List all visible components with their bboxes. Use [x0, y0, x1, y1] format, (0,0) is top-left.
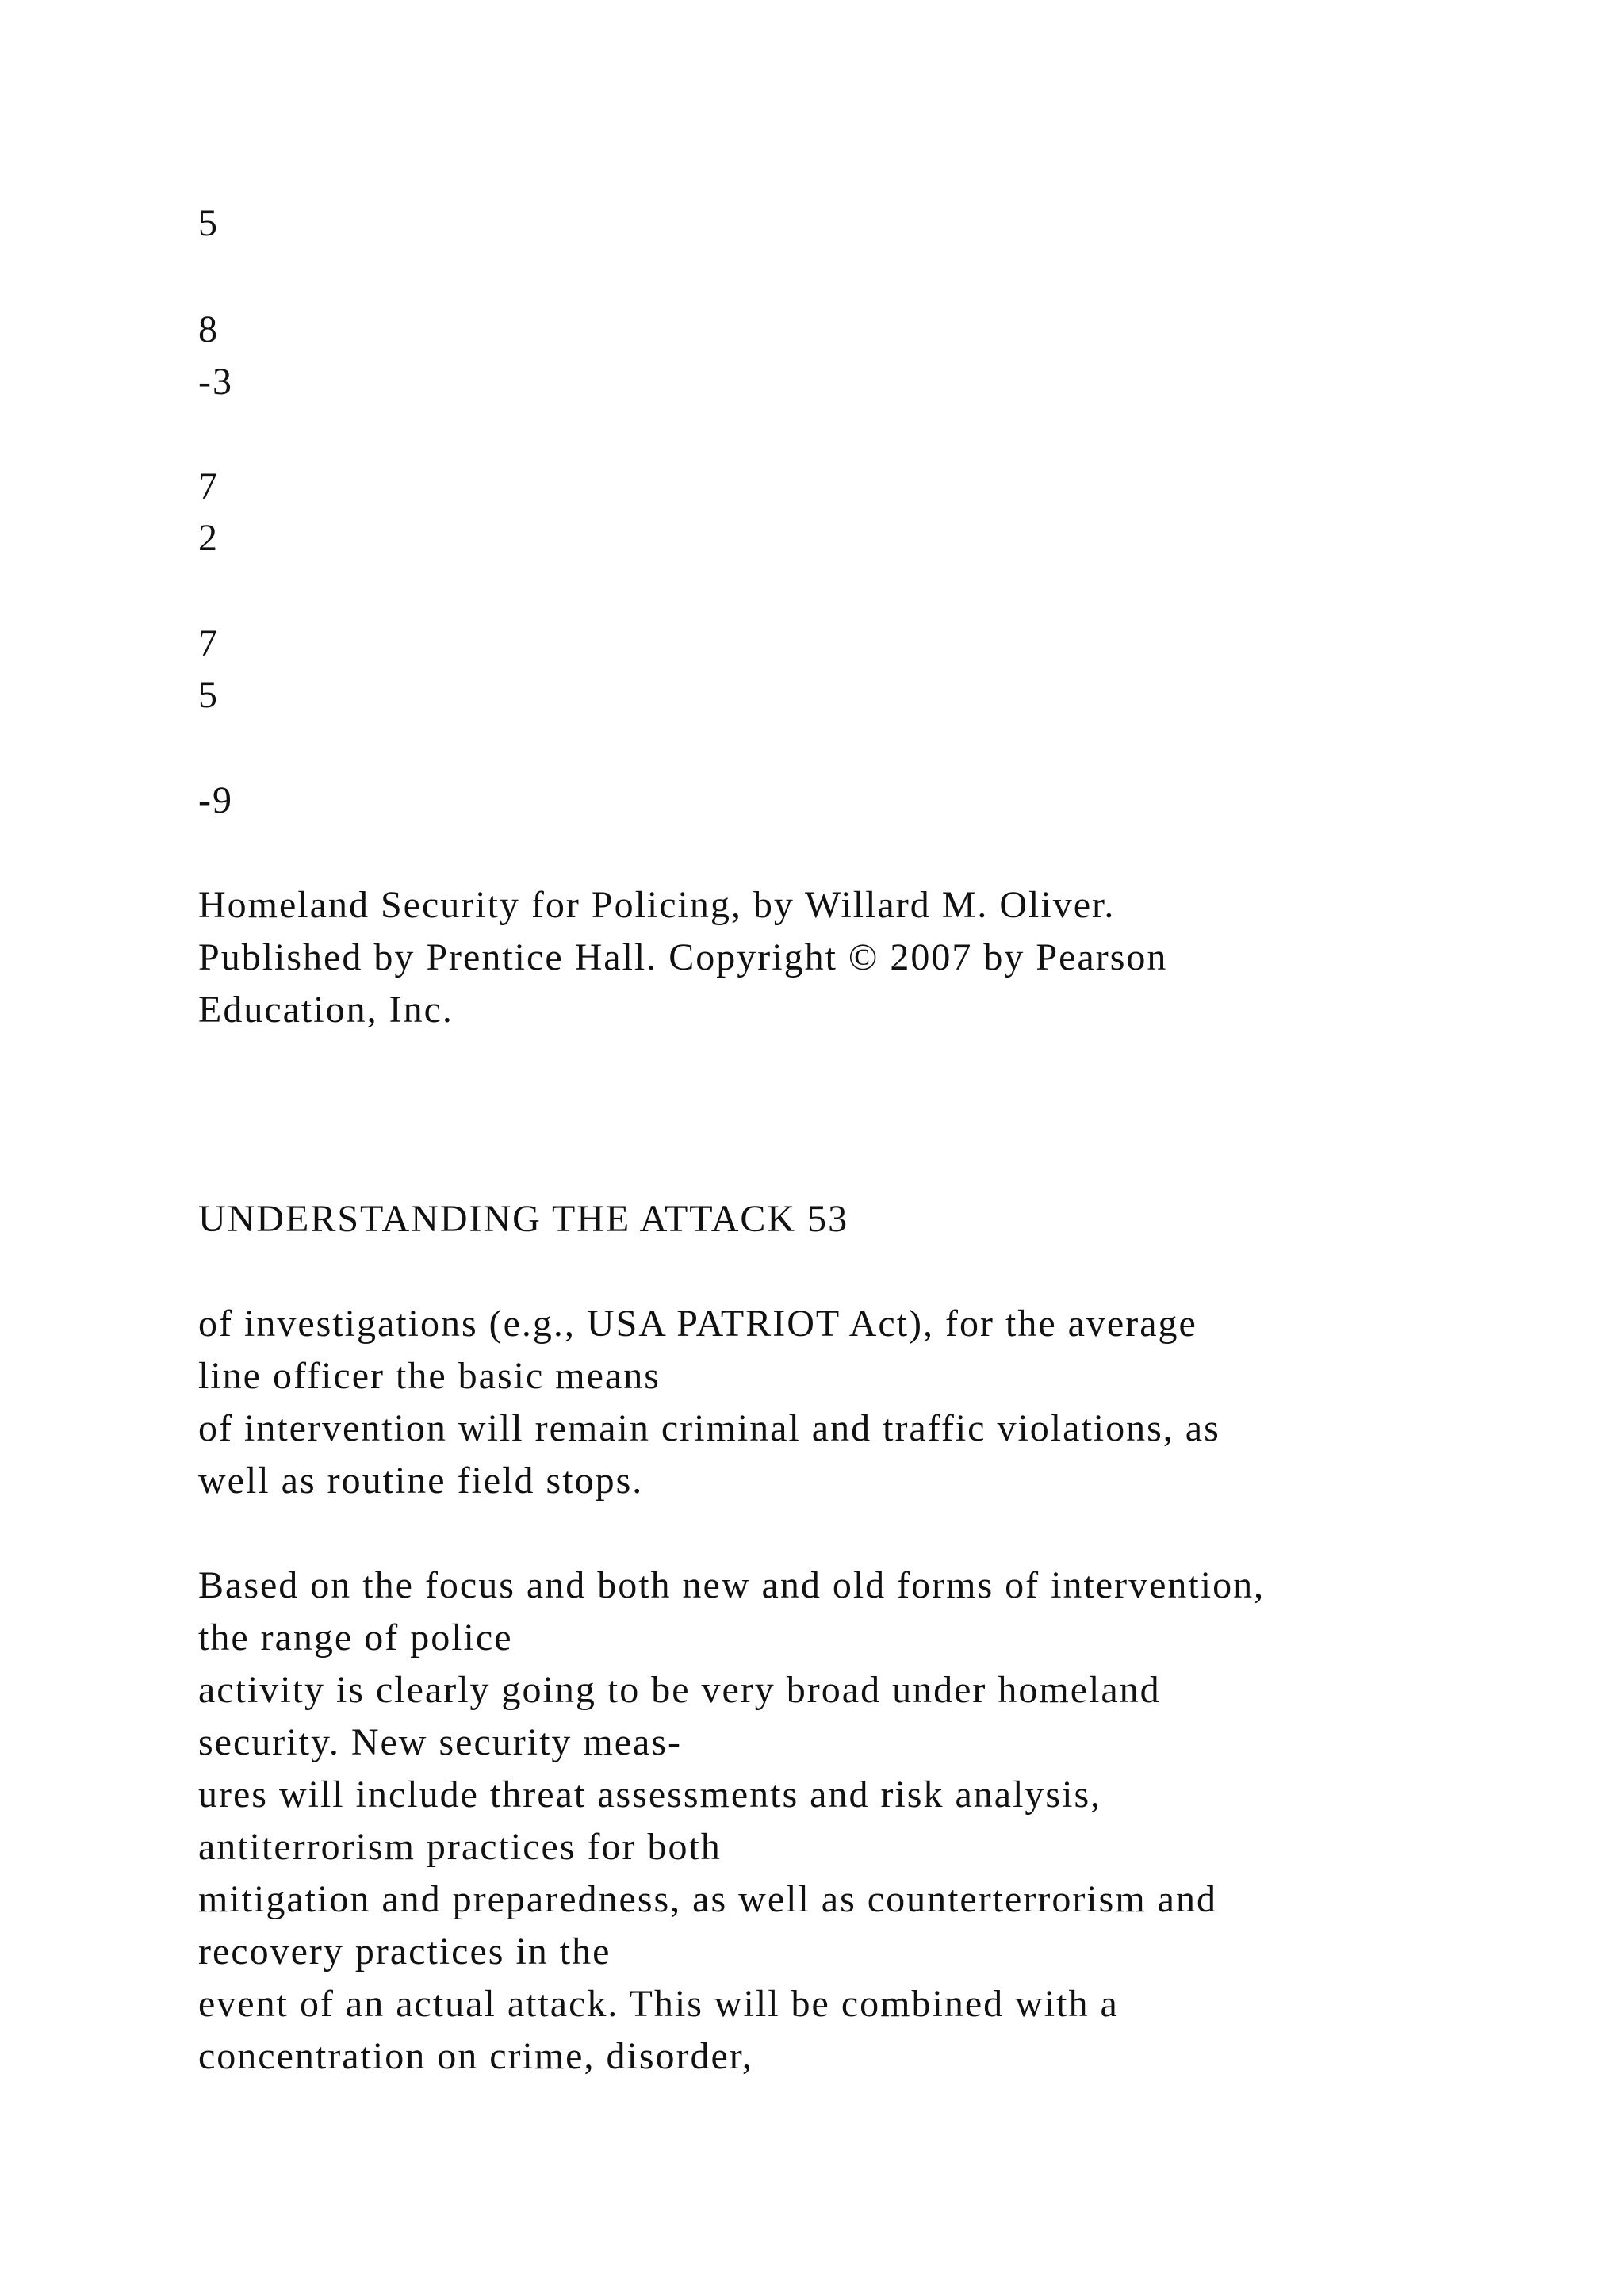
paragraph-line: security. New security meas-	[198, 1721, 683, 1763]
paragraph-line: of intervention will remain criminal and traffic violations, as	[198, 1407, 1220, 1449]
fragment-number: -9	[198, 779, 233, 821]
citation-line: Homeland Security for Policing, by Willard M. Oliver.	[198, 884, 1116, 926]
fragment-number: 2	[198, 517, 219, 559]
paragraph-line: the range of police	[198, 1617, 513, 1659]
paragraph-line: event of an actual attack. This will be combined with a	[198, 1983, 1119, 2025]
paragraph-line: line officer the basic means	[198, 1355, 661, 1397]
fragment-number: 7	[198, 465, 219, 507]
fragment-number: 7	[198, 622, 219, 664]
paragraph-line: recovery practices in the	[198, 1931, 611, 1973]
citation-line: Published by Prentice Hall. Copyright © 2007 by Pearson	[198, 936, 1168, 978]
running-header: UNDERSTANDING THE ATTACK 53	[198, 1198, 849, 1240]
paragraph-line: mitigation and preparedness, as well as counterterrorism and	[198, 1878, 1217, 1920]
paragraph-line: well as routine field stops.	[198, 1460, 644, 1502]
fragment-number: 5	[198, 202, 219, 244]
paragraph-line: of investigations (e.g., USA PATRIOT Act), for the average	[198, 1303, 1197, 1345]
paragraph-line: activity is clearly going to be very broad under homeland	[198, 1669, 1161, 1711]
paragraph-line: Based on the focus and both new and old forms of intervention,	[198, 1564, 1266, 1606]
fragment-number: -3	[198, 361, 233, 403]
fragment-number: 5	[198, 674, 219, 716]
citation-line: Education, Inc.	[198, 989, 454, 1031]
paragraph-line: antiterrorism practices for both	[198, 1826, 722, 1868]
paragraph-line: ures will include threat assessments and risk analysis,	[198, 1774, 1102, 1816]
fragment-number: 8	[198, 308, 219, 350]
paragraph-line: concentration on crime, disorder,	[198, 2035, 753, 2077]
